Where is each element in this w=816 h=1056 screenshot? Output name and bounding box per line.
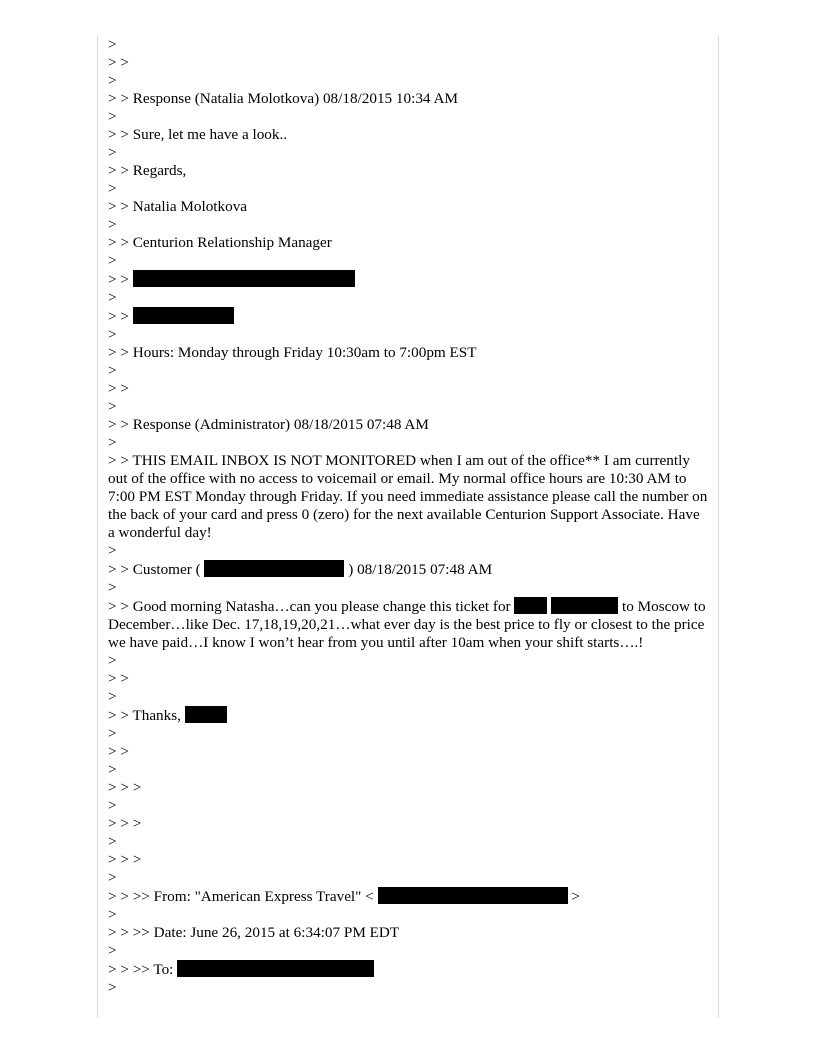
redaction-block	[378, 887, 568, 904]
customer-message-end: to Moscow to December…like Dec. 17,18,19,20,21…what ever day is the best price to fly or closest to the price we have paid…I know I won’t hear from you until after 10am when your shift starts….!	[108, 598, 710, 651]
redaction-block	[133, 270, 355, 287]
quote-line: >	[108, 289, 117, 306]
response-header-administrator: > > Response (Administrator) 08/18/2015 07:48 AM	[108, 416, 429, 433]
customer-label: > > Customer (	[108, 561, 205, 578]
quote-line: >	[108, 362, 117, 379]
quote-line: >	[108, 36, 117, 53]
redaction-block	[514, 597, 547, 614]
quote-line: >	[108, 833, 117, 850]
quote-line: > >	[108, 380, 129, 397]
quote-line: >	[108, 72, 117, 89]
quote-line: > > >	[108, 815, 142, 832]
to-header	[108, 960, 708, 979]
quote-line: >	[108, 869, 117, 886]
auto-reply-body: > > THIS EMAIL INBOX IS NOT MONITORED when I am out of the office** I am currently out of the office with no access to voicemail or email. My normal office hours are 10:30 AM to 7:00 PM EST Monday through Friday. If you need immediate assistance please call the number on the back of your card and press 0 (zero) for the next available Centurion Support Associate. Have a wonderful day!	[108, 452, 712, 541]
quote-line: >	[108, 688, 117, 705]
customer-timestamp: ) 08/18/2015 07:48 AM	[344, 561, 493, 578]
quote-prefix: > >	[108, 308, 133, 325]
redaction-block	[177, 960, 374, 977]
redaction-block	[185, 706, 227, 723]
to-label: > > >> To:	[108, 961, 178, 978]
email-thread	[108, 36, 712, 997]
redaction-block	[551, 597, 618, 614]
date-header: > > >> Date: June 26, 2015 at 6:34:07 PM EDT	[108, 924, 400, 941]
customer-message	[108, 597, 708, 652]
quote-line: >	[108, 252, 117, 269]
signature-phone-line	[108, 307, 708, 326]
quote-line: > >	[108, 54, 129, 71]
from-header	[108, 887, 708, 906]
signature-hours: > > Hours: Monday through Friday 10:30am to 7:00pm EST	[108, 344, 477, 361]
from-close: >	[567, 888, 580, 905]
quote-line: > >	[108, 670, 129, 687]
quote-line: >	[108, 542, 117, 559]
quote-line: >	[108, 108, 117, 125]
quote-line: >	[108, 725, 117, 742]
quote-line: >	[108, 906, 117, 923]
signature-contact-line	[108, 270, 708, 289]
signature-regards: > > Regards,	[108, 162, 187, 179]
thanks-text: > > Thanks,	[108, 707, 185, 724]
from-label: > > >> From: "American Express Travel" <	[108, 888, 378, 905]
redaction-block	[204, 560, 344, 577]
quote-line: >	[108, 797, 117, 814]
quote-line: >	[108, 144, 117, 161]
customer-header	[108, 560, 708, 579]
customer-signoff	[108, 706, 708, 725]
quote-line: >	[108, 216, 117, 233]
response-header-natalia: > > Response (Natalia Molotkova) 08/18/2015 10:34 AM	[108, 90, 458, 107]
quote-line: > > >	[108, 779, 142, 796]
quote-line: >	[108, 434, 117, 451]
signature-name: > > Natalia Molotkova	[108, 198, 248, 215]
quote-line: >	[108, 761, 117, 778]
customer-message-start: > > Good morning Natasha…can you please change this ticket for	[108, 598, 515, 615]
quote-line: > >	[108, 743, 129, 760]
quote-line: >	[108, 180, 117, 197]
redaction-block	[133, 307, 234, 324]
quote-line: >	[108, 579, 117, 596]
signature-title: > > Centurion Relationship Manager	[108, 234, 332, 251]
quote-line: >	[108, 326, 117, 343]
response-body-natalia: > > Sure, let me have a look..	[108, 126, 288, 143]
quote-prefix: > >	[108, 271, 133, 288]
quote-line: >	[108, 942, 117, 959]
quote-line: > > >	[108, 851, 142, 868]
quote-line: >	[108, 398, 117, 415]
quote-line: >	[108, 979, 117, 996]
quote-line: >	[108, 652, 117, 669]
